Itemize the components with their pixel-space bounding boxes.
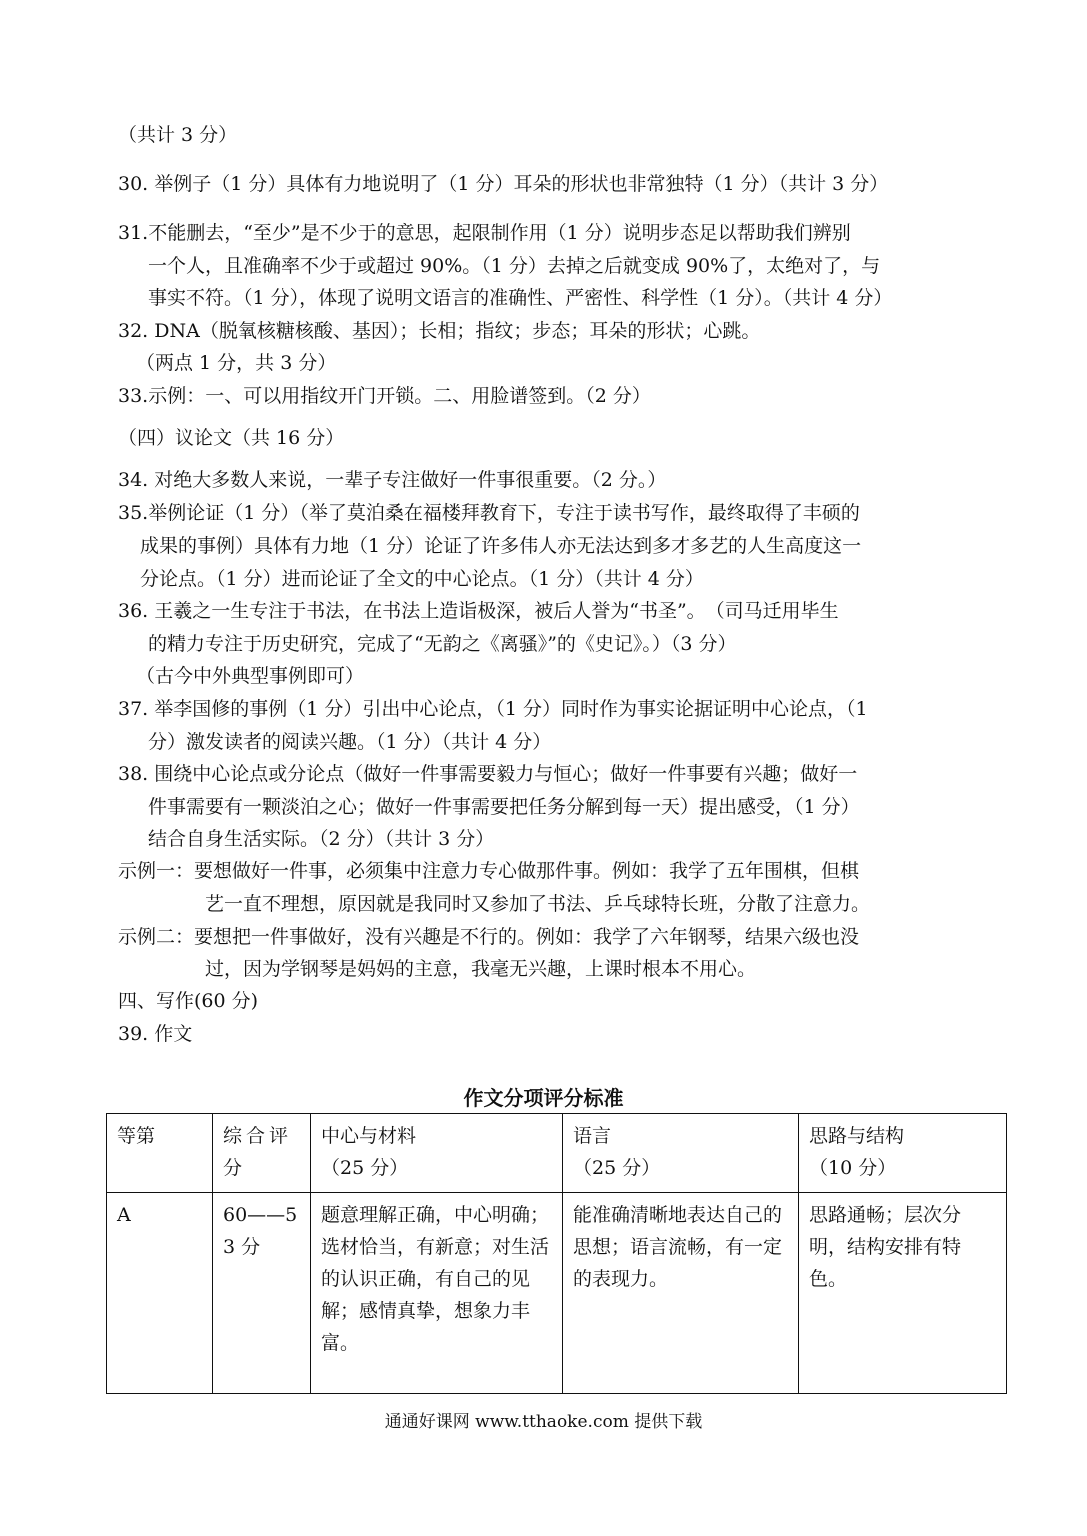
header-structure-label: 思路与结构: [809, 1125, 905, 1147]
header-structure: [799, 1114, 1007, 1193]
answer-line: 分论点。（1 分）进而论证了全文的中心论点。（1 分）（共计 4 分）: [140, 568, 704, 590]
header-language-points: （25 分）: [573, 1157, 661, 1179]
answer-line: 38. 围绕中心论点或分论点（做好一件事需要毅力与恒心；做好一件事要有兴趣；做好一: [118, 763, 858, 785]
header-content: [311, 1114, 563, 1193]
answer-line: 四、写作(60 分): [118, 990, 259, 1012]
rubric-table: [106, 1113, 1007, 1394]
header-grade: 等第: [107, 1114, 213, 1193]
answer-line: 结合自身生活实际。（2 分）（共计 3 分）: [148, 828, 495, 850]
answer-line: （两点 1 分，共 3 分）: [136, 352, 337, 374]
answer-line: 32. DNA（脱氧核糖核酸、基因）；长相；指纹；步态；耳朵的形状；心跳。: [118, 320, 761, 342]
answer-line: 事实不符。（1 分），体现了说明文语言的准确性、严密性、科学性（1 分）。（共计 4 分）: [148, 287, 893, 309]
row-a-grade: A: [107, 1193, 213, 1394]
answer-line: 35.举例论证（1 分）（举了莫泊桑在福楼拜教育下，专注于读书写作，最终取得了丰硕的: [118, 502, 860, 524]
answer-line: 36. 王羲之一生专注于书法，在书法上造诣极深，被后人誉为“书圣”。 （司马迁用毕生: [118, 600, 839, 622]
answer-line: 艺一直不理想，原因就是我同时又参加了书法、乒乓球特长班，分散了注意力。: [205, 893, 871, 915]
row-a-language: 能准确清晰地表达自己的思想；语言流畅，有一定的表现力。: [563, 1193, 799, 1394]
header-score: 综合评分: [213, 1114, 311, 1193]
row-a-score: 60——53 分: [213, 1193, 311, 1394]
header-content-points: （25 分）: [321, 1157, 409, 1179]
answer-line: （古今中外典型事例即可）: [136, 665, 365, 687]
row-a-content: 题意理解正确，中心明确；选材恰当，有新意；对生活的认识正确，有自己的见解；感情真挚，想象力丰富。: [311, 1193, 563, 1394]
answer-line: （四）议论文（共 16 分）: [118, 427, 345, 449]
answer-line: 示例一：要想做好一件事，必须集中注意力专心做那件事。例如：我学了五年围棋，但棋: [118, 860, 860, 882]
answer-line: 37. 举李国修的事例（1 分）引出中心论点，（1 分）同时作为事实论据证明中心论点，（1: [118, 698, 868, 720]
header-content-label: 中心与材料: [321, 1125, 417, 1147]
answer-line: 33.示例：一、可以用指纹开门开锁。二、用脸谱签到。（2 分）: [118, 385, 651, 407]
answer-line: 39. 作文: [118, 1023, 193, 1045]
answer-line: 示例二：要想把一件事做好，没有兴趣是不行的。例如：我学了六年钢琴，结果六级也没: [118, 926, 860, 948]
answer-line: 31.不能删去，“至少”是不少于的意思，起限制作用（1 分）说明步态足以帮助我们辨别: [118, 222, 851, 244]
header-language: [563, 1114, 799, 1193]
answer-line: 成果的事例）具体有力地（1 分）论证了许多伟人亦无法达到多才多艺的人生高度这一: [140, 535, 862, 557]
row-a-structure: 思路通畅；层次分明，结构安排有特色。: [799, 1193, 1007, 1394]
answer-line: 过，因为学钢琴是妈妈的主意，我毫无兴趣，上课时根本不用心。: [205, 958, 757, 980]
answer-line: 分）激发读者的阅读兴趣。（1 分）（共计 4 分）: [148, 731, 552, 753]
rubric-row-a: [107, 1193, 1007, 1394]
answer-line: 的精力专注于历史研究，完成了“无韵之《离骚》”的《史记》。）（3 分）: [148, 633, 737, 655]
footer-watermark: 通通好课网 www.tthaoke.com 提供下载: [384, 1412, 703, 1432]
rubric-header-row: [107, 1114, 1007, 1193]
answer-line: 30. 举例子（1 分）具体有力地说明了（1 分）耳朵的形状也非常独特（1 分）（共计 3 分）: [118, 173, 889, 195]
answer-line: 件事需要有一颗淡泊之心；做好一件事需要把任务分解到每一天）提出感受，（1 分）: [148, 796, 860, 818]
header-structure-points: （10 分）: [809, 1157, 897, 1179]
answer-line: （共计 3 分）: [118, 124, 238, 146]
header-language-label: 语言: [573, 1125, 612, 1147]
answer-line: 一个人，且准确率不少于或超过 90%。（1 分）去掉之后就变成 90%了，太绝对了，与: [148, 255, 881, 277]
answer-line: 34. 对绝大多数人来说，一辈子专注做好一件事很重要。（2 分。）: [118, 469, 667, 491]
rubric-title: 作文分项评分标准: [463, 1086, 624, 1110]
